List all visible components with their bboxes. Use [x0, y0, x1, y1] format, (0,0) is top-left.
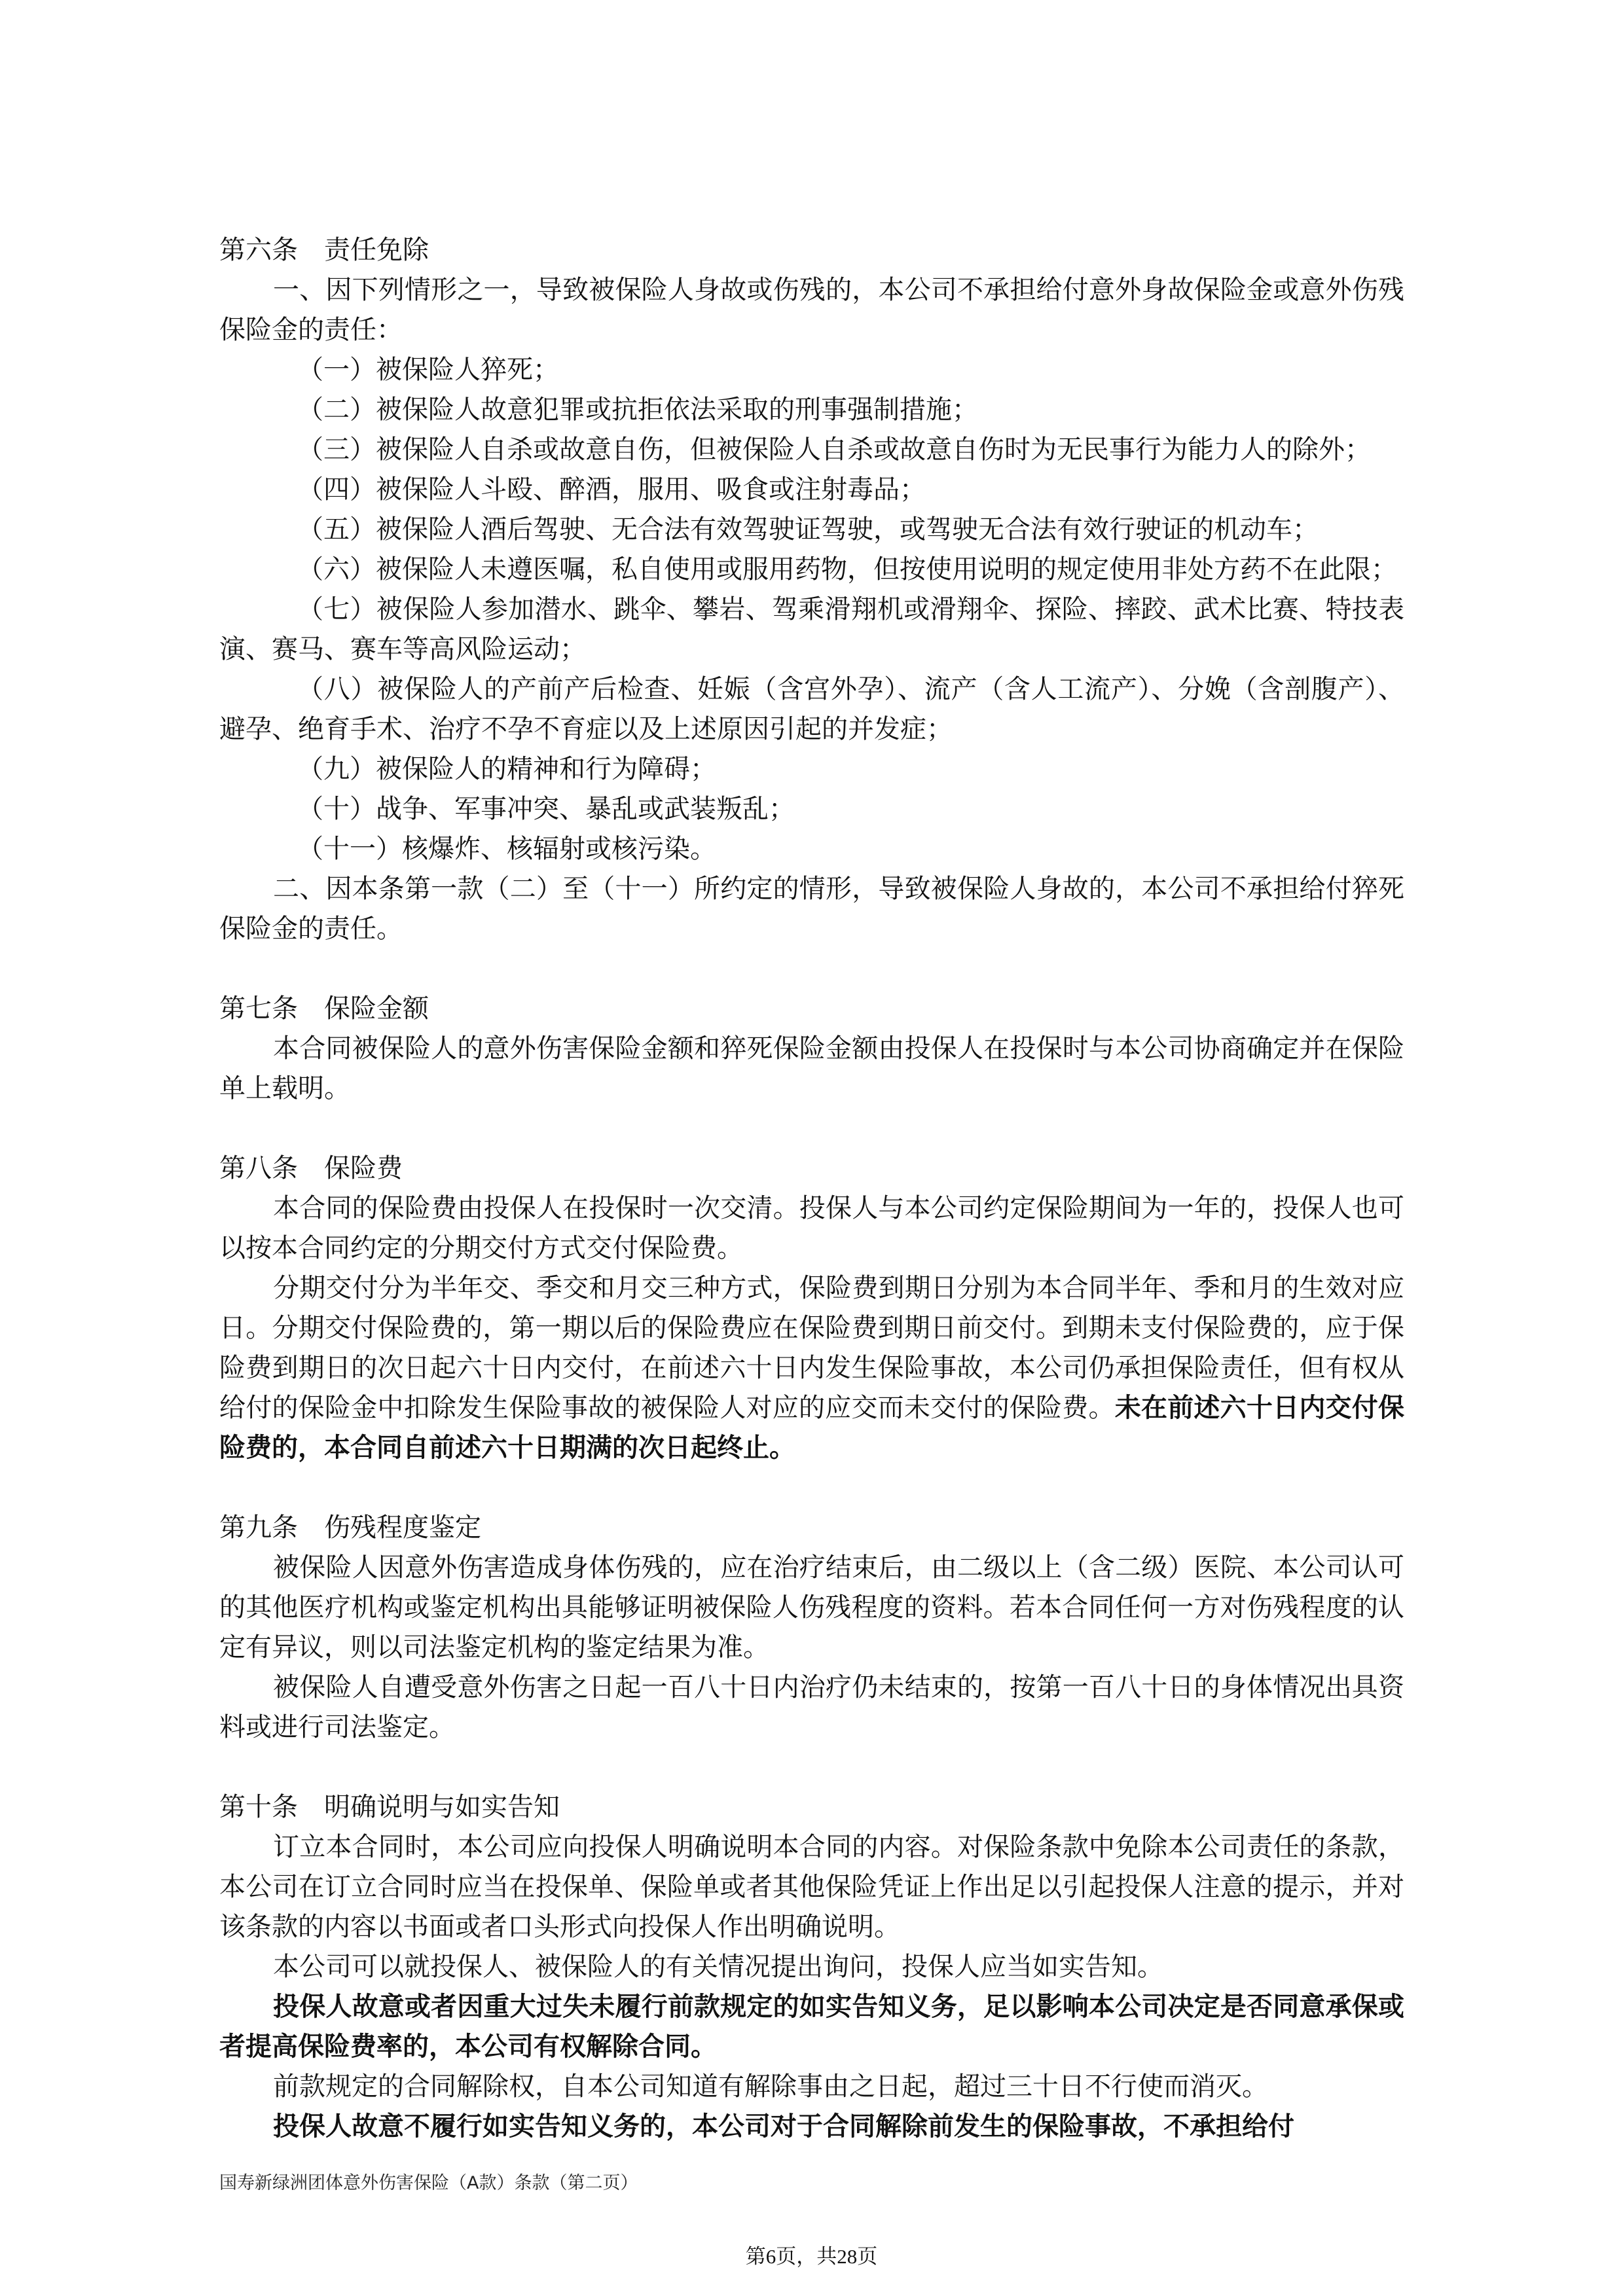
article-6-item-10: （十）战争、军事冲突、暴乱或武装叛乱；: [297, 794, 795, 824]
document-body: [219, 230, 1404, 2147]
article-9-heading: 第九条 伤残程度鉴定: [219, 1513, 481, 1543]
article-6-item-4: （四）被保险人斗殴、醉酒，服用、吸食或注射毒品；: [297, 475, 926, 505]
article-7-paragraph-1: 本合同被保险人的意外伤害保险金额和猝死保险金额由投保人在投保时与本公司协商确定并在保险单上载明。: [219, 1033, 1404, 1103]
article-6-item-2: （二）被保险人故意犯罪或抗拒依法采取的刑事强制措施；: [297, 395, 978, 425]
article-8-heading: 第八条 保险费: [219, 1153, 403, 1183]
article-6-item-8: （八）被保险人的产前产后检查、妊娠（含宫外孕）、流产（含人工流产）、分娩（含剖腹产）、避孕、绝育手术、治疗不孕不育症以及上述原因引起的并发症；: [219, 674, 1404, 744]
footer-document-title: 国寿新绿洲团体意外伤害保险（A款）条款（第二页）: [219, 2173, 638, 2193]
article-8-paragraph-2-text: 分期交付分为半年交、季交和月交三种方式，保险费到期日分别为本合同半年、季和月的生效对应日。分期交付保险费的，第一期以后的保险费应在保险费到期日前交付。到期未支付保险费的，应于保险费到期日的次日起六十日内交付，在前述六十日内发生保险事故，本公司仍承担保险责任，但有权从给付的保险金中扣除发生保险事故的被保险人对应的应交而未交付的保险费。: [219, 1273, 1404, 1423]
article-10-paragraph-4: 前款规定的合同解除权，自本公司知道有解除事由之日起，超过三十日不行使而消灭。: [273, 2072, 1268, 2102]
article-6-item-5: （五）被保险人酒后驾驶、无合法有效驾驶证驾驶，或驾驶无合法有效行驶证的机动车；: [297, 514, 1319, 545]
article-6-item-11: （十一）核爆炸、核辐射或核污染。: [297, 834, 716, 864]
article-8-paragraph-1: 本合同的保险费由投保人在投保时一次交清。投保人与本公司约定保险期间为一年的，投保人也可以按本合同约定的分期交付方式交付保险费。: [219, 1193, 1404, 1263]
article-10-paragraph-5: 投保人故意不履行如实告知义务的，本公司对于合同解除前发生的保险事故，不承担给付: [273, 2111, 1294, 2142]
article-6-intro: 一、因下列情形之一，导致被保险人身故或伤残的，本公司不承担给付意外身故保险金或意外伤残保险金的责任：: [219, 275, 1404, 345]
article-10-heading: 第十条 明确说明与如实告知: [219, 1792, 560, 1822]
article-6-item-6: （六）被保险人未遵医嘱，私自使用或服用药物，但按使用说明的规定使用非处方药不在此限；: [297, 554, 1397, 584]
article-9-paragraph-1: 被保险人因意外伤害造成身体伤残的，应在治疗结束后，由二级以上（含二级）医院、本公司认可的其他医疗机构或鉴定机构出具能够证明被保险人伤残程度的资料。若本合同任何一方对伤残程度的认定有异议，则以司法鉴定机构的鉴定结果为准。: [219, 1552, 1404, 1662]
article-6-heading: 第六条 责任免除: [219, 235, 429, 265]
article-8-paragraph-2: [219, 1268, 1404, 1468]
article-10-paragraph-1: 订立本合同时，本公司应向投保人明确说明本合同的内容。对保险条款中免除本公司责任的条款，本公司在订立合同时应当在投保单、保险单或者其他保险凭证上作出足以引起投保人注意的提示，并对该条款的内容以书面或者口头形式向投保人作出明确说明。: [219, 1832, 1404, 1942]
article-9-paragraph-2: 被保险人自遭受意外伤害之日起一百八十日内治疗仍未结束的，按第一百八十日的身体情况出具资料或进行司法鉴定。: [219, 1672, 1404, 1742]
article-6-item-1: （一）被保险人猝死；: [297, 355, 559, 385]
article-6-item-7: （七）被保险人参加潜水、跳伞、攀岩、驾乘滑翔机或滑翔伞、探险、摔跤、武术比赛、特技表演、赛马、赛车等高风险运动；: [219, 594, 1404, 664]
article-6-clause-2: 二、因本条第一款（二）至（十一）所约定的情形，导致被保险人身故的，本公司不承担给付猝死保险金的责任。: [219, 874, 1404, 944]
article-10-paragraph-3: 投保人故意或者因重大过失未履行前款规定的如实告知义务，足以影响本公司决定是否同意承保或者提高保险费率的，本公司有权解除合同。: [219, 1992, 1404, 2062]
article-8-paragraph-2-bold: 未在前述六十日内交付保险费的，本合同自前述六十日期满的次日起终止。: [219, 1393, 1405, 1463]
page-number: 第6页，共28页: [745, 2245, 878, 2268]
article-6-item-3: （三）被保险人自杀或故意自伤，但被保险人自杀或故意自伤时为无民事行为能力人的除外；: [297, 435, 1371, 465]
article-6-item-9: （九）被保险人的精神和行为障碍；: [297, 754, 716, 784]
article-10-paragraph-2: 本公司可以就投保人、被保险人的有关情况提出询问，投保人应当如实告知。: [273, 1952, 1163, 1982]
article-7-heading: 第七条 保险金额: [219, 994, 429, 1024]
